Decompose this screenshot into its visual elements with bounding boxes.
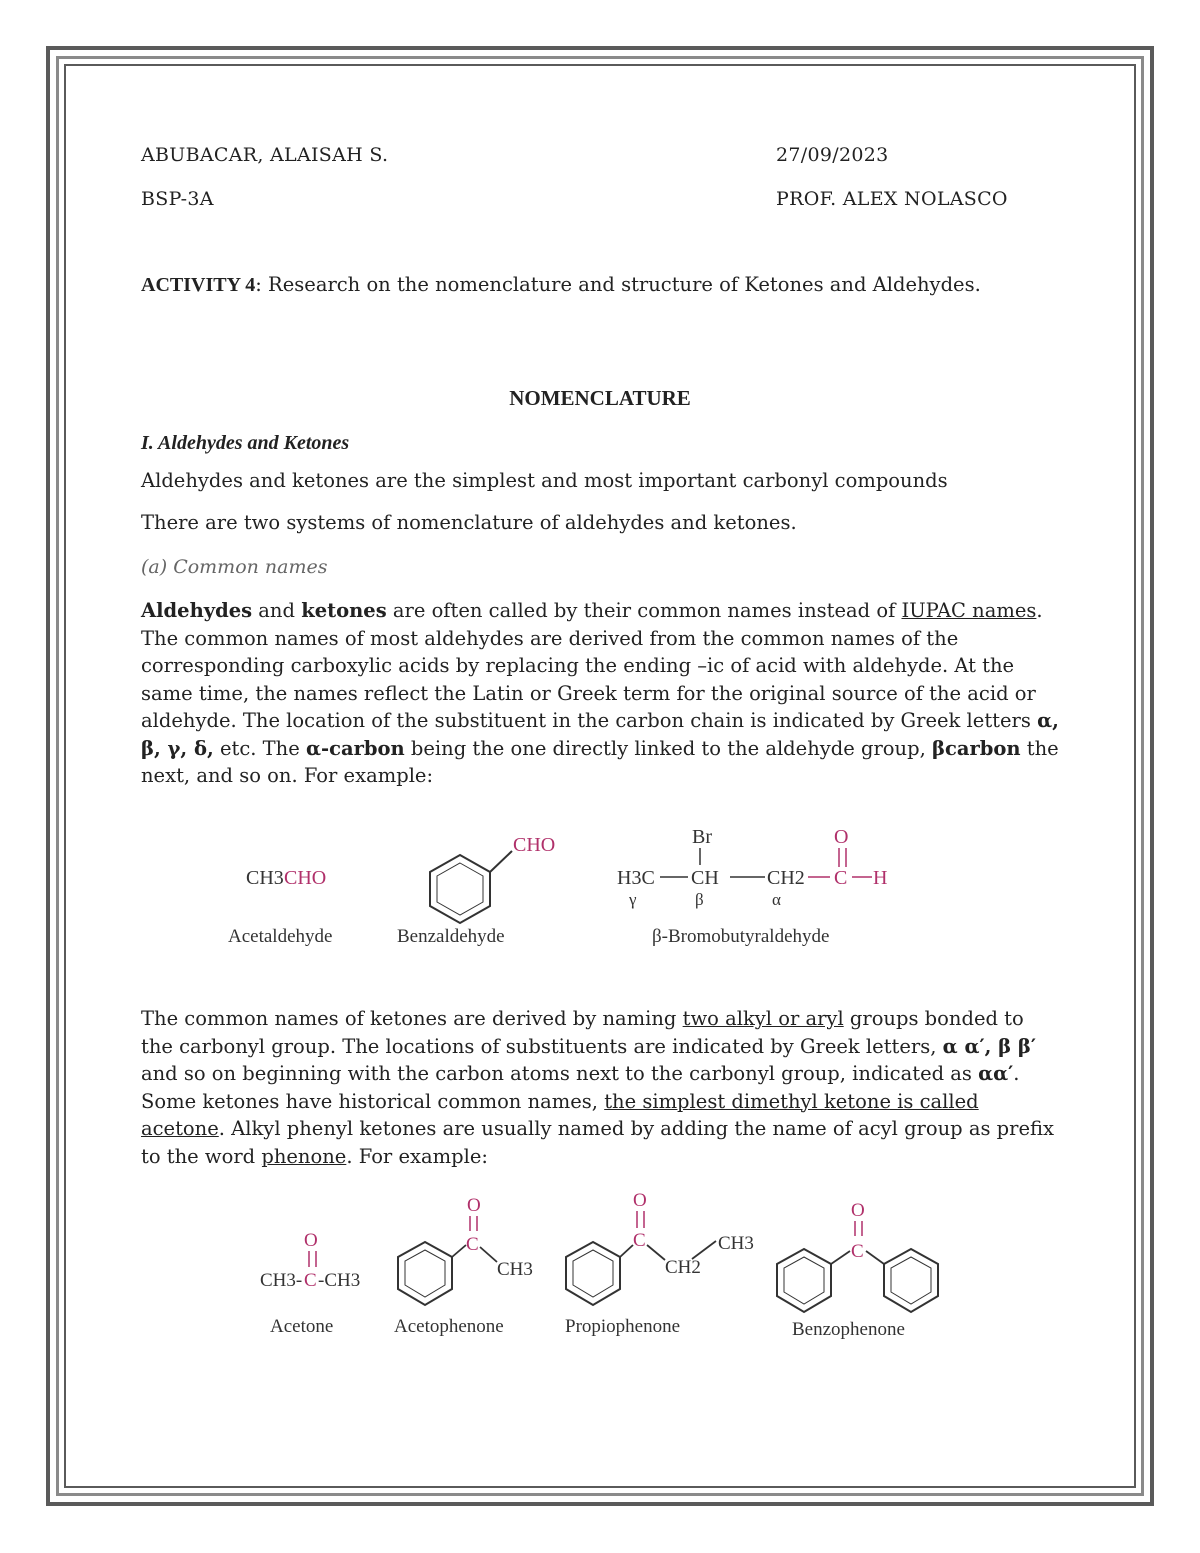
acetophenone-c: C xyxy=(466,1234,479,1255)
propiophenone-ch2: CH2 xyxy=(665,1257,701,1278)
benzene-ring-inner xyxy=(405,1250,445,1297)
label-benzophenone: Benzophenone xyxy=(792,1319,905,1340)
activity-text: : Research on the nomenclature and structure of Ketones and Aldehydes. xyxy=(255,273,981,296)
paragraph-ketones xyxy=(141,1005,1061,1170)
alpha-label: α xyxy=(772,890,781,909)
label-propiophenone: Propiophenone xyxy=(565,1316,681,1337)
label-bromobutyraldehyde: β-Bromobutyraldehyde xyxy=(652,926,830,947)
label-benzaldehyde: Benzaldehyde xyxy=(397,926,505,947)
greek-letters: α, β, γ, δ, xyxy=(141,709,1059,760)
alkyl-aryl-link[interactable]: two alkyl or aryl xyxy=(682,1007,844,1030)
benzene-ring xyxy=(566,1242,620,1305)
acetone-link[interactable]: the simplest dimethyl ketone is called acetone xyxy=(141,1089,979,1140)
bromo-ch2: CH2 xyxy=(767,867,805,889)
text: . Alkyl phenyl ketones are usually named by adding the name of acyl group as prefix to the word xyxy=(141,1117,1055,1168)
benzene-ring-inner xyxy=(784,1257,824,1304)
bond xyxy=(692,1241,716,1259)
gamma-label: γ xyxy=(629,890,637,909)
bromo-c: C xyxy=(834,867,848,889)
acetaldehyde-cho: CHO xyxy=(284,867,327,889)
term-ketones: ketones xyxy=(301,599,387,622)
acetone-c: C xyxy=(304,1270,317,1291)
bromo-h3c: H3C xyxy=(617,867,655,889)
bromo-h: H xyxy=(873,867,888,889)
label-acetone: Acetone xyxy=(270,1316,334,1337)
acetone-left: CH3- xyxy=(260,1270,303,1291)
paragraph-aldehydes xyxy=(141,597,1061,790)
benzene-ring-inner xyxy=(891,1257,931,1304)
intro-2: There are two systems of nomenclature of aldehydes and ketones. xyxy=(141,511,797,534)
beta-carbon: βcarbon xyxy=(932,736,1021,760)
acetophenone-ch3: CH3 xyxy=(497,1259,533,1280)
label-acetophenone: Acetophenone xyxy=(394,1316,504,1337)
bond xyxy=(490,851,512,872)
term-aldehydes: Aldehydes xyxy=(141,599,253,622)
text: . For example: xyxy=(346,1144,488,1168)
iupac-names-link[interactable]: IUPAC names xyxy=(901,599,1037,622)
propiophenone-c: C xyxy=(633,1230,646,1251)
activity-line xyxy=(141,271,1061,300)
professor: PROF. ALEX NOLASCO xyxy=(776,188,1008,210)
text: The common names of ketones are derived by naming xyxy=(141,1007,683,1030)
subheading: (a) Common names xyxy=(141,556,328,578)
phenone-link[interactable]: phenone xyxy=(261,1144,347,1168)
page-title: NOMENCLATURE xyxy=(509,386,691,410)
text: are often called by their common names instead of xyxy=(386,599,902,622)
benzene-ring-inner xyxy=(573,1250,613,1297)
text: etc. The xyxy=(213,736,306,760)
text: the next, and so on. For example: xyxy=(141,736,1059,787)
bond xyxy=(866,1251,884,1264)
acetone-o: O xyxy=(304,1230,318,1251)
student-name: ABUBACAR, ALAISAH S. xyxy=(141,144,389,166)
alpha-alpha-prime: αα′ xyxy=(978,1062,1014,1085)
beta-label: β xyxy=(695,890,704,909)
acetaldehyde-ch3: CH3 xyxy=(246,867,284,889)
greek-primes: α α′, β β′ xyxy=(942,1034,1037,1058)
aldehyde-structures-figure xyxy=(0,815,1200,955)
benzophenone-o: O xyxy=(851,1200,865,1221)
benzene-ring xyxy=(398,1242,452,1305)
propiophenone-ch3: CH3 xyxy=(718,1233,754,1254)
bond xyxy=(647,1245,665,1260)
benzophenone-c: C xyxy=(851,1241,864,1262)
bromo-o: O xyxy=(834,826,849,848)
benzene-ring xyxy=(430,855,490,923)
text: . Some ketones have historical common names, xyxy=(141,1062,1020,1113)
benzene-ring-inner xyxy=(437,863,483,915)
bond xyxy=(620,1245,633,1257)
bond xyxy=(480,1247,497,1262)
text: groups bonded to the carbonyl group. The locations of substituents are indicated by Greek letters, xyxy=(141,1007,1024,1058)
text: being the one directly linked to the aldehyde group, xyxy=(404,736,932,760)
text: and so on beginning with the carbon atoms next to the carbonyl group, indicated as xyxy=(141,1062,979,1085)
propiophenone-o: O xyxy=(633,1190,647,1211)
text: and xyxy=(252,599,302,622)
acetone-right: -CH3 xyxy=(318,1270,361,1291)
benzene-ring xyxy=(884,1249,938,1312)
ketone-structures-figure xyxy=(0,1185,1200,1350)
label-acetaldehyde: Acetaldehyde xyxy=(228,926,333,947)
text: . The common names of most aldehydes are derived from the common names of the corresponding carboxylic acids by replacing the ending –ic of acid with aldehyde. At the same time, the names reflect the Latin or Greek term for the original source of the acid or aldehyde. The location of the substituent in the carbon chain is indicated by Greek letters xyxy=(141,599,1043,732)
section: BSP-3A xyxy=(141,188,214,210)
alpha-carbon: α-carbon xyxy=(305,736,405,760)
benzaldehyde-cho: CHO xyxy=(513,834,556,856)
benzene-ring xyxy=(777,1249,831,1312)
acetophenone-o: O xyxy=(467,1195,481,1216)
date: 27/09/2023 xyxy=(776,144,889,166)
bond xyxy=(452,1245,466,1257)
bromo-br: Br xyxy=(692,826,712,848)
intro-1: Aldehydes and ketones are the simplest and most important carbonyl compounds xyxy=(141,469,948,492)
activity-label: ACTIVITY 4 xyxy=(141,274,256,296)
bromo-ch: CH xyxy=(691,867,719,889)
section-heading: I. Aldehydes and Ketones xyxy=(141,432,350,454)
bond xyxy=(831,1251,850,1264)
